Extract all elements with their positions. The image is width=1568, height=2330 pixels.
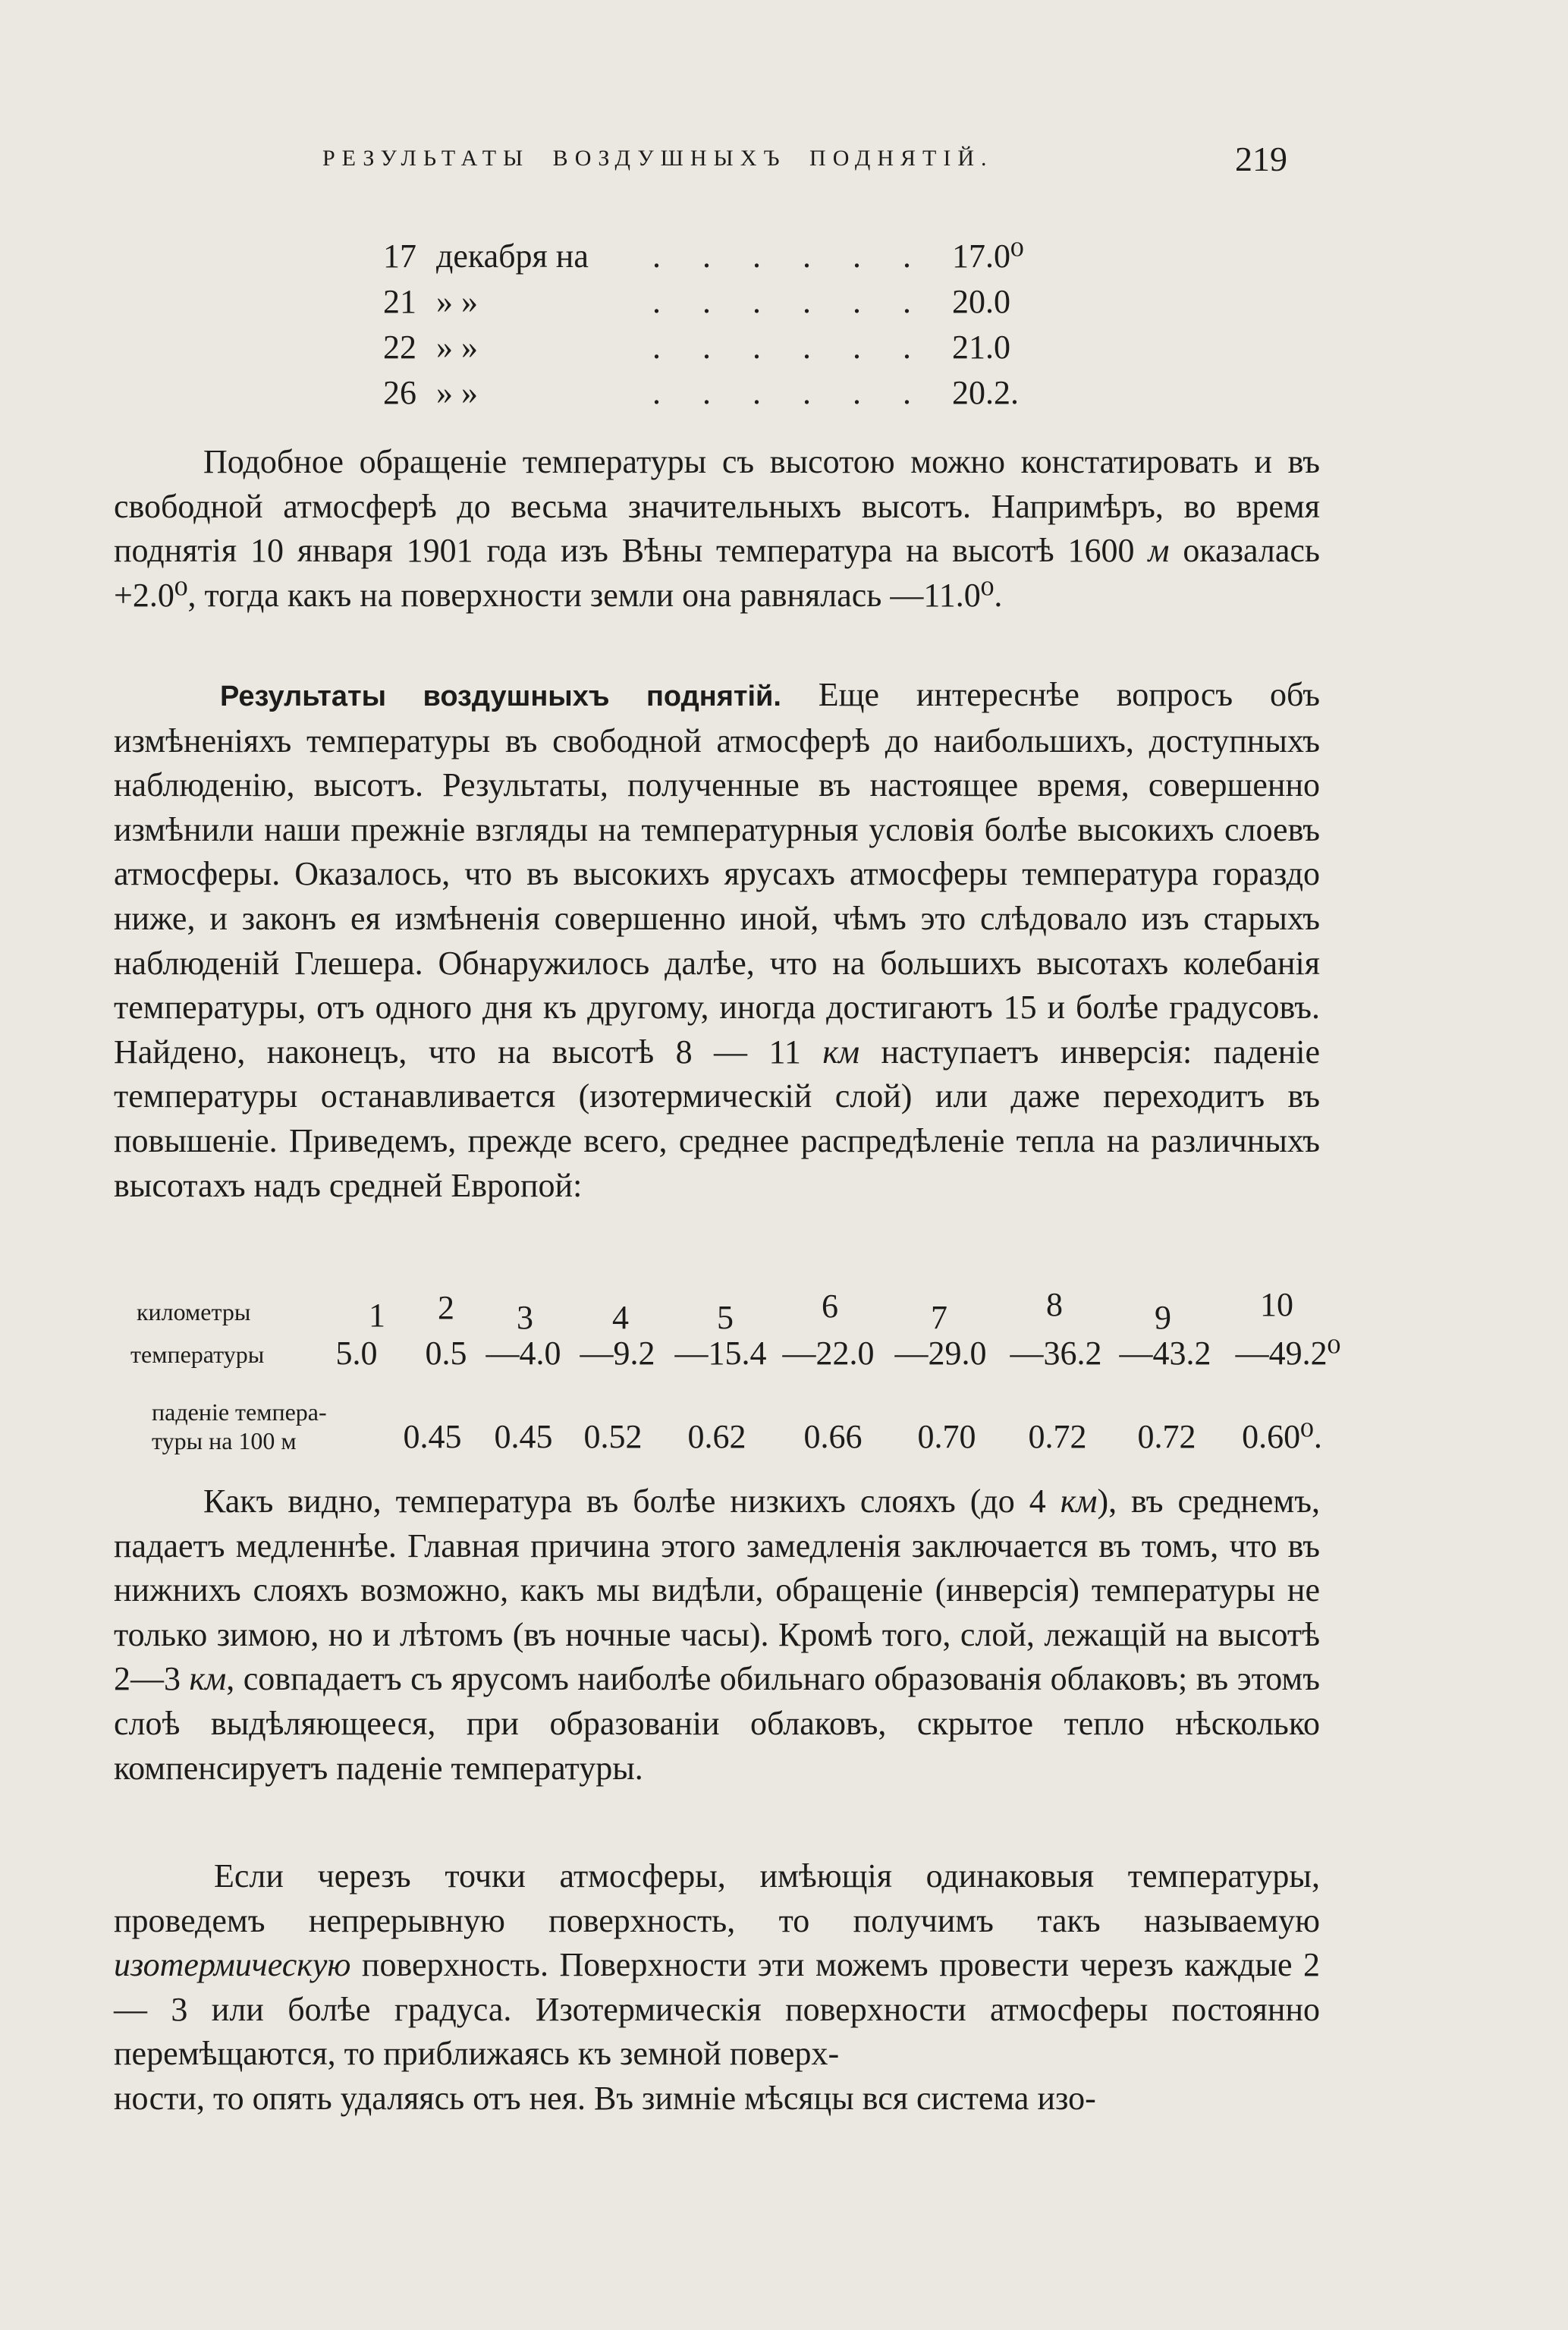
drop-cell: 0.72: [1137, 1418, 1196, 1455]
list-item: [383, 279, 1066, 325]
temperature-cell: —15.4: [674, 1335, 767, 1372]
temperature-cell: 5.0: [335, 1335, 378, 1372]
paragraph-text: Еще интереснѣе вопросъ объ измѣненіяхъ температуры въ свободной атмосферѣ до наибольшихъ, доступныхъ наблюденію, высотъ. Результаты, полученные въ настоящее время, совершенно измѣнили наши прежніе взгляды на температурныя условія болѣе высокихъ слоевъ атмосферы. Оказалось, что въ высокихъ ярусахъ атмосферы температура гораздо ниже, и законъ ея измѣненія совершенно иной, чѣмъ это слѣдовало изъ старыхъ наблюденій Глешера. Обнаружилось далѣе, что на большихъ высотахъ колебанія температуры, отъ одного дня къ другому, иногда достигаютъ 15 и болѣе градусовъ. Найдено, наконецъ, что на высотѣ 8 — 11: [114, 676, 1320, 1071]
paragraph-inversion-vienna: [114, 440, 1320, 618]
drop-cell: 0.60⁰.: [1242, 1418, 1322, 1455]
temperature-cell: —9.2: [580, 1335, 655, 1372]
km-cell: 10: [1260, 1286, 1293, 1323]
temperature-cell: —29.0: [894, 1335, 987, 1372]
row-label-drop: туры на 100 м: [152, 1427, 297, 1454]
list-value: 21.0: [952, 329, 1010, 366]
list-day: 21: [383, 283, 416, 320]
drop-cell: 0.72: [1028, 1418, 1087, 1455]
leader-dots: . . . . . .: [652, 283, 928, 320]
list-item: [383, 234, 1066, 279]
unit-km: км: [822, 1033, 860, 1071]
list-value: 17.0⁰: [952, 237, 1024, 275]
km-cell: 5: [717, 1299, 734, 1336]
list-value: 20.2.: [952, 374, 1019, 411]
km-cell: 3: [517, 1299, 533, 1336]
list-month: » »: [436, 283, 478, 320]
row-label-drop: паденіе темпера-: [152, 1398, 327, 1426]
list-item: [383, 325, 1066, 370]
paragraph-text: , совпадаетъ съ ярусомъ наиболѣе обильнаго образованія облаковъ; въ этомъ слоѣ выдѣляющееся, при образованіи облаковъ, скрытое тепло нѣсколько компенсируетъ паденіе температуры.: [114, 1660, 1320, 1787]
leader-dots: . . . . . .: [652, 237, 928, 275]
list-month: » »: [436, 329, 478, 366]
paragraph-text: Если черезъ точки атмосферы, имѣющія одинаковыя температуры, проведемъ непрерывную поверхность, то получимъ такъ называемую: [114, 1857, 1320, 1939]
paragraph-lower-layers: [114, 1479, 1320, 1791]
running-title: РЕЗУЛЬТАТЫ ВОЗДУШНЫХЪ ПОДНЯТІЙ.: [322, 146, 994, 171]
drop-cell: 0.45: [403, 1418, 462, 1455]
drop-cell: 0.62: [687, 1418, 746, 1455]
drop-cell: 0.52: [583, 1418, 643, 1455]
list-day: 17: [383, 237, 416, 275]
km-cell: 6: [822, 1288, 838, 1325]
list-value: 20.0: [952, 283, 1010, 320]
list-item: [383, 370, 1066, 416]
km-cell: 1: [369, 1297, 385, 1334]
last-line: ности, то опять удаляясь отъ нея. Въ зимніе мѣсяцы вся система изо-: [114, 2079, 1096, 2117]
paragraph-text: оказалась +2.0⁰, тогда какъ на поверхности земли она равнялась —11.0⁰.: [114, 532, 1321, 614]
section-heading: Результаты воздушныхъ поднятій.: [220, 681, 781, 712]
paragraph-text: Подобное обращеніе температуры съ высотою можно констатировать и въ свободной атмосферѣ до весьма значительныхъ высотъ. Напримѣръ, во время поднятія 10 января 1901 года изъ Вѣны температура на высотѣ 1600: [114, 443, 1320, 570]
paragraph-balloon-results: [114, 673, 1320, 1208]
emphasis: изотермическую: [114, 1946, 351, 1984]
paragraph-text: Какъ видно, температура въ болѣе низкихъ слояхъ (до 4: [203, 1483, 1061, 1520]
km-cell: 2: [438, 1289, 454, 1326]
unit-km: км: [1060, 1483, 1098, 1520]
list-day: 22: [383, 329, 416, 366]
leader-dots: . . . . . .: [652, 329, 928, 366]
paragraph-text: поверхность. Поверхности эти можемъ провести черезъ каждые 2 — 3 или болѣе градуса. Изотермическія поверхности атмосферы постоянно перемѣщаются, то приближаясь къ земной поверх-: [114, 1946, 1320, 2073]
km-cell: 9: [1155, 1299, 1171, 1336]
km-cell: 8: [1046, 1286, 1063, 1323]
drop-cell: 0.66: [803, 1418, 863, 1455]
temperature-cell: —36.2: [1010, 1335, 1102, 1372]
drop-cell: 0.45: [494, 1418, 553, 1455]
page-number: 219: [1235, 140, 1287, 178]
list-day: 26: [383, 374, 416, 411]
temperature-cell: —22.0: [782, 1335, 875, 1372]
temperature-cell: 0.5: [425, 1335, 467, 1372]
row-label-temp: температуры: [130, 1341, 265, 1368]
leader-dots: . . . . . .: [652, 374, 928, 411]
unit-metre: м: [1148, 532, 1170, 570]
list-month: » »: [436, 374, 478, 411]
temperature-cell: —4.0: [485, 1335, 561, 1372]
temperature-cell: —49.2⁰: [1235, 1335, 1341, 1372]
km-cell: 7: [931, 1299, 947, 1336]
unit-km: км: [189, 1660, 227, 1698]
paragraph-text: ), въ среднемъ, падаетъ медленнѣе. Главная причина этого замедленія заключается въ томъ, что въ нижнихъ слояхъ возможно, какъ мы видѣли, обращеніе (инверсія) температуры не только зимою, но и лѣтомъ (въ ночные часы). Кромѣ того, слой, лежащій на высотѣ 2—3: [114, 1483, 1320, 1698]
paragraph-text: наступаетъ инверсія: паденіе температуры останавливается (изотермическій слой) или даже переходитъ въ повышеніе. Приведемъ, прежде всего, среднее распредѣленіе тепла на различныхъ высотахъ надъ средней Европой:: [114, 1033, 1320, 1204]
row-label-km: километры: [137, 1298, 251, 1325]
list-month: декабря на: [436, 237, 589, 275]
paragraph-isothermal-surfaces: [114, 1854, 1320, 2121]
temperature-cell: —43.2: [1119, 1335, 1211, 1372]
km-cell: 4: [612, 1299, 629, 1336]
drop-cell: 0.70: [917, 1418, 976, 1455]
inversion-list: [383, 234, 1066, 416]
